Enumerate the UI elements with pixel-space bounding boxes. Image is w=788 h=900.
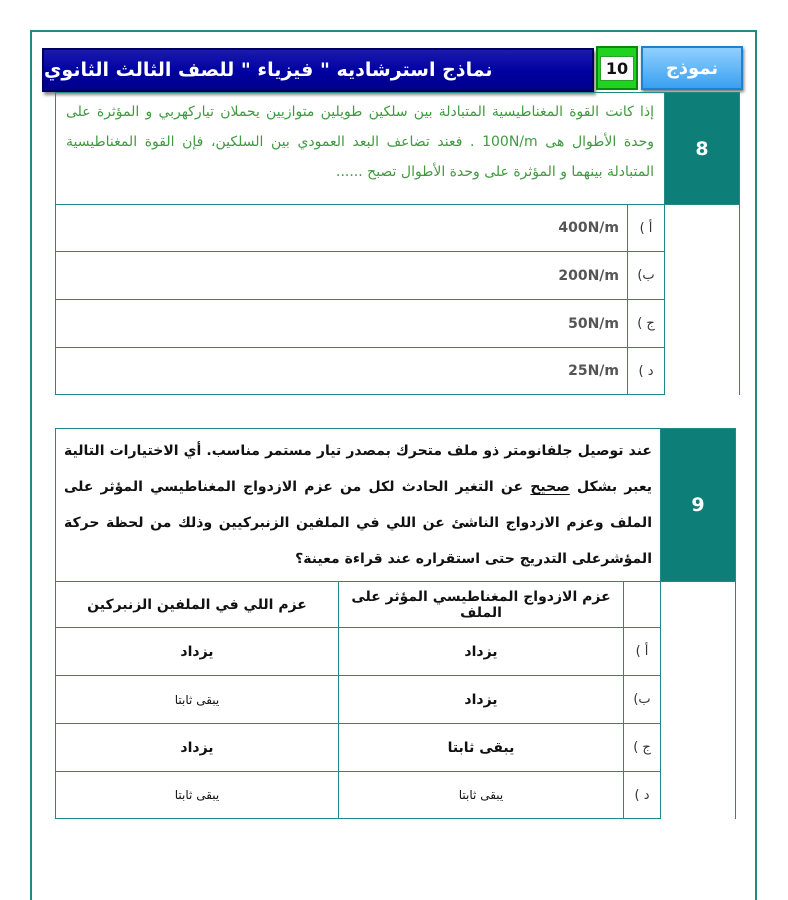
- option-label: ج ): [628, 300, 665, 348]
- option-a-spring[interactable]: يزداد: [56, 628, 339, 676]
- question-text: [56, 429, 661, 582]
- option-b-coil[interactable]: يزداد: [339, 676, 624, 724]
- option-c[interactable]: 50N/m: [56, 300, 628, 348]
- question-8-table: [55, 92, 740, 395]
- model-label: نموذج: [641, 46, 743, 90]
- option-d-spring[interactable]: يبقى ثابتا: [56, 772, 339, 819]
- option-a-coil[interactable]: يزداد: [339, 628, 624, 676]
- spacer: [665, 205, 740, 252]
- header-title: نماذج استرشاديه " فيزياء " للصف الثالث الثانوي: [42, 48, 594, 92]
- option-label: ب): [628, 252, 665, 300]
- spacer: [661, 724, 736, 772]
- empty-header-cell: [624, 582, 661, 628]
- model-number-box: [596, 46, 638, 90]
- question-text-underlined: صحيح: [530, 479, 570, 495]
- option-label: أ ): [628, 205, 665, 252]
- option-label: أ ): [624, 628, 661, 676]
- column-header-spring-torque: عزم اللي في الملفين الزنبركين: [56, 582, 339, 628]
- spacer: [661, 772, 736, 819]
- spacer: [661, 676, 736, 724]
- question-number: 9: [661, 429, 736, 582]
- option-a[interactable]: 400N/m: [56, 205, 628, 252]
- spacer: [665, 252, 740, 300]
- question-9-table: [55, 428, 736, 819]
- question-text: إذا كانت القوة المغناطيسية المتبادلة بين سلكين طويلين متوازيين يحملان تياركهربي و المؤثرة على وحدة الأطوال هى 100N/m . فعند تضاعف البعد العمودي بين السلكين، فإن القوة المغناطيسية المتبادلة بينهما و المؤثرة على وحدة الأطوال تصبح ......: [56, 93, 665, 205]
- option-b[interactable]: 200N/m: [56, 252, 628, 300]
- option-d[interactable]: 25N/m: [56, 348, 628, 395]
- option-b-spring[interactable]: يبقى ثابتا: [56, 676, 339, 724]
- option-c-coil[interactable]: يبقى ثابتا: [339, 724, 624, 772]
- option-label: د ): [624, 772, 661, 819]
- option-label: ج ): [624, 724, 661, 772]
- option-c-spring[interactable]: يزداد: [56, 724, 339, 772]
- question-text-part: عند توصيل جلفانومتر ذو ملف متحرك بمصدر تيار مستمر مناسب. أي الاختيارات التالية يعبر بشكل: [64, 443, 652, 495]
- spacer: [661, 582, 736, 628]
- spacer: [661, 628, 736, 676]
- question-number: 8: [665, 93, 740, 205]
- column-header-coil-torque: عزم الازدواج المغناطيسي المؤثر على الملف: [339, 582, 624, 628]
- spacer: [665, 300, 740, 348]
- option-label: ب): [624, 676, 661, 724]
- spacer: [665, 348, 740, 395]
- option-d-coil[interactable]: يبقى ثابتا: [339, 772, 624, 819]
- option-label: د ): [628, 348, 665, 395]
- model-number: 10: [600, 56, 634, 81]
- question-text-part: عن التغير الحادث لكل من عزم الازدواج المغناطيسي المؤثر على الملف وعزم الازدواج الناشئ عن اللي في الملفين الزنبركيين وذلك من لحظة حركة المؤشرعلى التدريج حتى استقراره عند قراءة معينة؟: [64, 479, 652, 567]
